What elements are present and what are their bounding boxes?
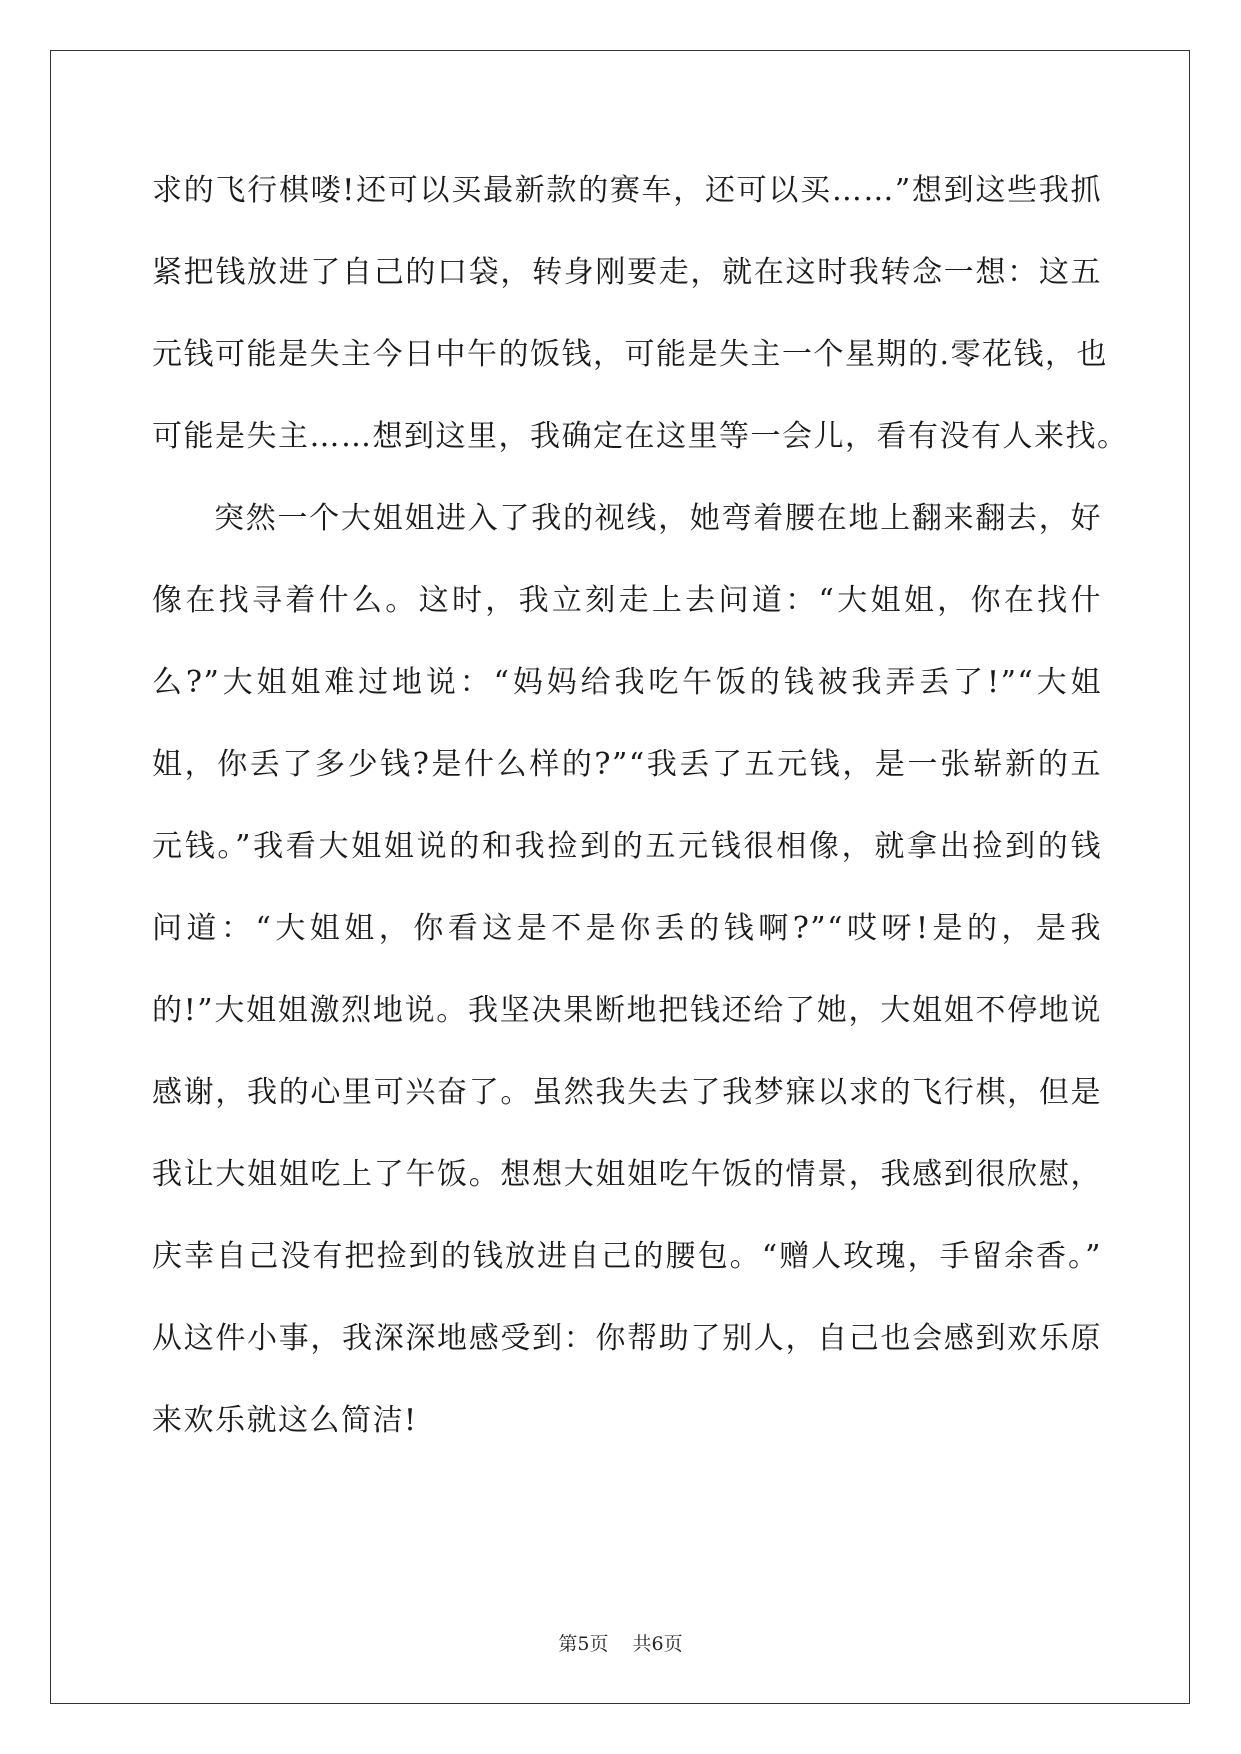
paragraph-first-line: 突然一个大姐姐进入了我的视线，她弯着腰在地上翻来翻去，好 <box>214 501 1102 536</box>
paragraph-last-line: 来欢乐就这么简洁! <box>152 1403 418 1438</box>
text-line: 么?”大姐姐难过地说：“妈妈给我吃午饭的钱被我弄丢了!”“大姐 <box>152 665 1102 700</box>
text-line: 从这件小事，我深深地感受到：你帮助了别人，自己也会感到欢乐原 <box>152 1321 1102 1356</box>
text-line: 感谢，我的心里可兴奋了。虽然我失去了我梦寐以求的飞行棋，但是 <box>152 1075 1102 1110</box>
text-line: 姐，你丢了多少钱?是什么样的?”“我丢了五元钱，是一张崭新的五 <box>152 747 1102 782</box>
text-line: 求的飞行棋喽!还可以买最新款的赛车，还可以买……”想到这些我抓 <box>152 173 1102 208</box>
text-line: 紧把钱放进了自己的口袋，转身刚要走，就在这时我转念一想：这五 <box>152 255 1102 290</box>
text-line: 问道：“大姐姐，你看这是不是你丢的钱啊?”“哎呀!是的，是我 <box>152 911 1102 946</box>
document-body <box>152 165 1129 1477</box>
text-line: 元钱。”我看大姐姐说的和我捡到的五元钱很相像，就拿出捡到的钱 <box>152 829 1102 864</box>
page-footer <box>0 1632 1241 1656</box>
text-line: 庆幸自己没有把捡到的钱放进自己的腰包。“赠人玫瑰，手留余香。” <box>152 1239 1102 1274</box>
text-line: 元钱可能是失主今日中午的饭钱，可能是失主一个星期的.零花钱，也 <box>152 337 1109 372</box>
text-line: 的!”大姐姐激烈地说。我坚决果断地把钱还给了她，大姐姐不停地说 <box>152 993 1102 1028</box>
text-line: 可能是失主……想到这里，我确定在这里等一会儿，看有没有人来找。 <box>152 419 1129 454</box>
total-page-count: 共6页 <box>632 1633 683 1655</box>
text-line: 像在找寻着什么。这时，我立刻走上去问道：“大姐姐，你在找什 <box>152 583 1102 618</box>
current-page-number: 第5页 <box>558 1633 609 1655</box>
text-line: 我让大姐姐吃上了午饭。想想大姐姐吃午饭的情景，我感到很欣慰， <box>152 1157 1102 1192</box>
